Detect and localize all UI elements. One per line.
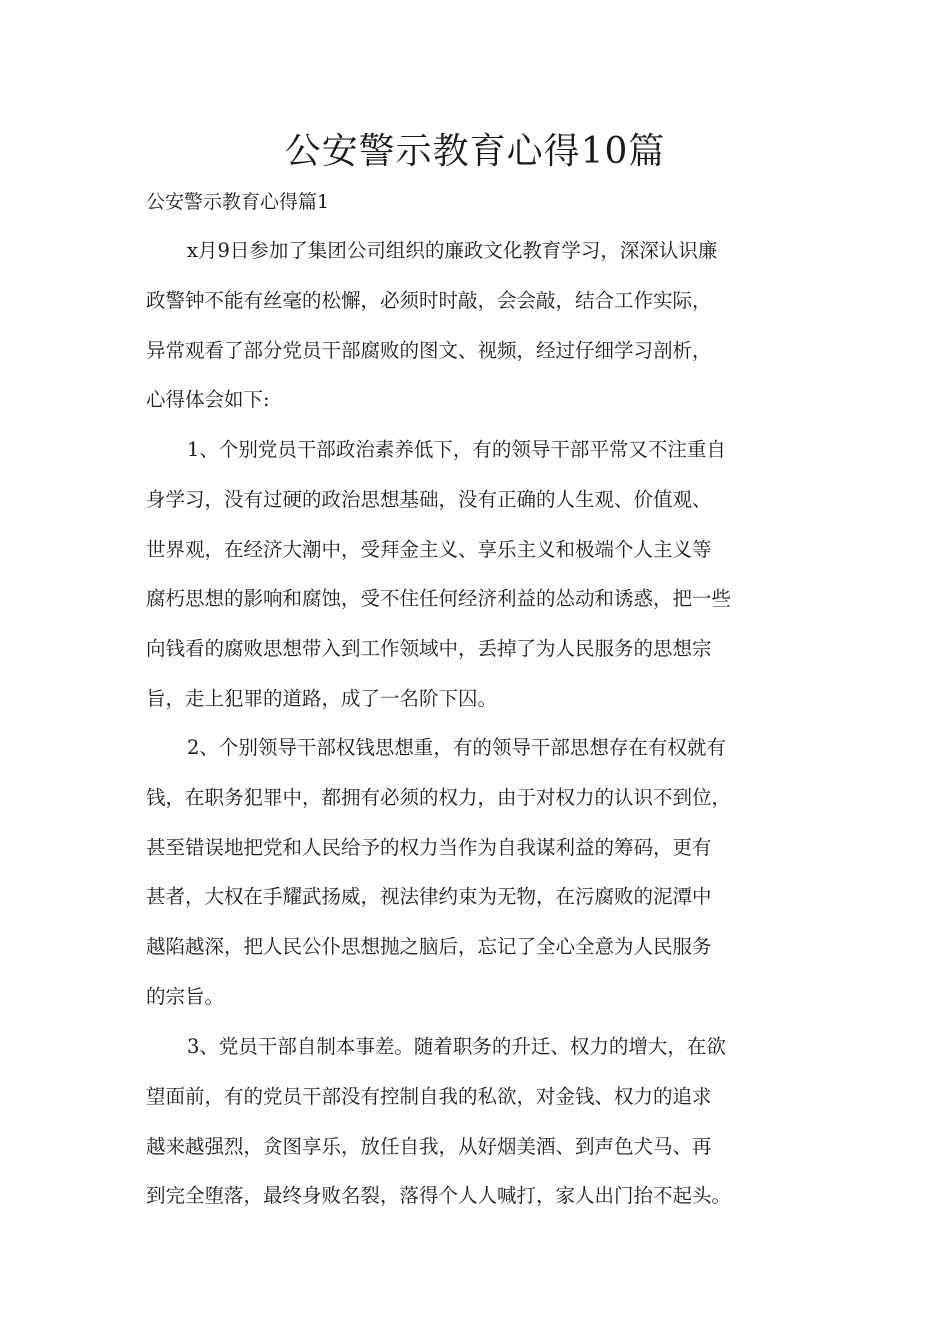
paragraph-line: 甚者，大权在手耀武扬威，视法律约束为无物，在污腐败的泥潭中 [146, 885, 712, 909]
paragraph-line: 越陷越深，把人民公仆思想抛之脑后，忘记了全心全意为人民服务 [146, 935, 712, 959]
paragraph-line: 3、党员干部自制本事差。随着职务的升迁、权力的增大，在欲 [187, 1035, 726, 1058]
paragraph-line: 心得体会如下: [146, 388, 270, 412]
paragraph-line: 钱，在职务犯罪中，都拥有必须的权力，由于对权力的认识不到位， [146, 785, 732, 809]
paragraph-3 [146, 723, 846, 1022]
paragraph-line: 旨，走上犯罪的道路，成了一名阶下囚。 [146, 686, 498, 710]
document-title: 公安警示教育心得10篇 [284, 131, 666, 172]
paragraph-line: 1、个别党员干部政治素养低下，有的领导干部平常又不注重自 [187, 438, 726, 461]
paragraph-line: 甚至错误地把党和人民给予的权力当作为自我谋利益的筹码，更有 [146, 835, 712, 859]
paragraph-2 [146, 425, 846, 724]
paragraph-line: 腐朽思想的影响和腐蚀，受不住任何经济利益的怂动和诱惑，把一些 [146, 587, 732, 611]
paragraph-line: 身学习，没有过硬的政治思想基础，没有正确的人生观、价值观、 [146, 487, 712, 511]
paragraph-line: 异常观看了部分党员干部腐败的图文、视频，经过仔细学习剖析， [146, 338, 712, 362]
paragraph-line: 政警钟不能有丝毫的松懈，必须时时敲，会会敲，结合工作实际， [146, 288, 712, 312]
paragraph-line: 到完全堕落，最终身败名裂，落得个人人喊打，家人出门抬不起头。 [146, 1184, 732, 1208]
paragraph-line: 2、个别领导干部权钱思想重，有的领导干部思想存在有权就有 [187, 736, 726, 759]
paragraph-line: 向钱看的腐败思想带入到工作领域中，丢掉了为人民服务的思想宗 [146, 637, 712, 661]
paragraph-line: 的宗旨。 [146, 984, 225, 1008]
paragraph-line: 世界观，在经济大潮中，受拜金主义、享乐主义和极端个人主义等 [146, 537, 712, 561]
paragraph-line: x月9日参加了集团公司组织的廉政文化教育学习，深深认识廉 [187, 239, 718, 262]
paragraph-1 [146, 226, 846, 425]
paragraph-line: 越来越强烈，贪图享乐，放任自我，从好烟美酒、到声色犬马、再 [146, 1134, 712, 1158]
paragraph-line: 望面前，有的党员干部没有控制自我的私欲，对金钱、权力的追求 [146, 1084, 712, 1108]
section-heading: 公安警示教育心得篇1 [146, 191, 330, 213]
paragraph-4 [146, 1022, 846, 1221]
